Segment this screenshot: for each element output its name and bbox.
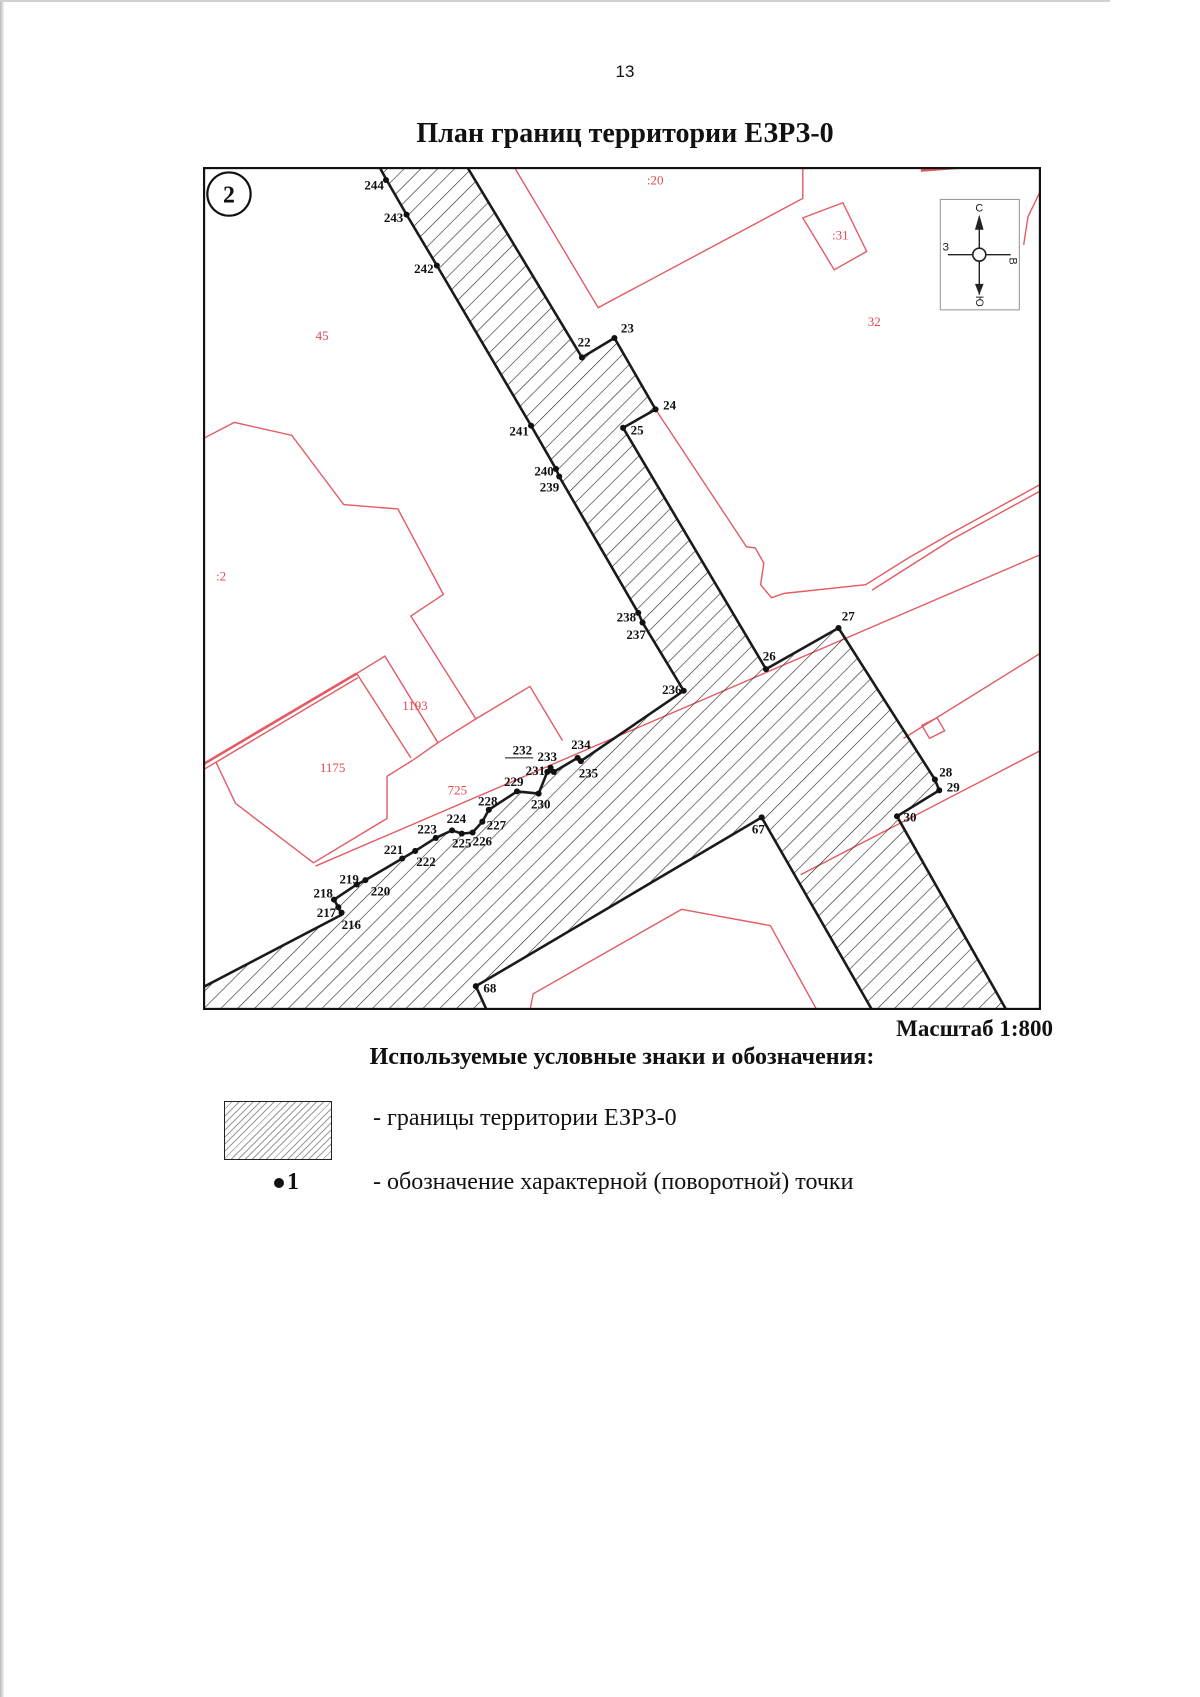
turning-point-label: 25 bbox=[630, 422, 644, 438]
turning-point-label: 24 bbox=[663, 397, 677, 413]
legend-item-boundary-text: - границы территории ЕЗРЗ-0 bbox=[373, 1105, 677, 1131]
parcel-label: :20 bbox=[646, 172, 664, 188]
turning-point bbox=[479, 819, 485, 825]
turning-point-label: 23 bbox=[620, 320, 634, 336]
turning-point-label: 234 bbox=[571, 737, 591, 753]
turning-point bbox=[579, 354, 585, 360]
turning-point-label: 238 bbox=[616, 609, 637, 625]
turning-point-label: 222 bbox=[416, 854, 436, 870]
turning-point bbox=[404, 212, 410, 218]
turning-point bbox=[383, 177, 389, 183]
turning-point bbox=[536, 791, 542, 797]
turning-point-label: 239 bbox=[539, 479, 560, 495]
turning-point-label: 217 bbox=[316, 904, 337, 920]
turning-point bbox=[620, 425, 626, 431]
turning-point-label: 22 bbox=[577, 334, 591, 350]
turning-point bbox=[936, 787, 942, 793]
turning-point-label: 220 bbox=[370, 883, 391, 899]
turning-point bbox=[894, 813, 900, 819]
parcel-label: 45 bbox=[315, 328, 329, 344]
turning-point-label: 235 bbox=[578, 765, 599, 781]
turning-point-label: 230 bbox=[531, 796, 551, 812]
turning-point-label: 237 bbox=[626, 626, 646, 642]
turning-point-label: 224 bbox=[446, 810, 467, 826]
boundary-plan-map bbox=[203, 167, 1041, 1010]
turning-point bbox=[611, 335, 617, 341]
page-number: 13 bbox=[615, 62, 635, 81]
turning-point-label: 226 bbox=[472, 833, 493, 849]
turning-point bbox=[362, 877, 368, 883]
compass-south-letter: Ю bbox=[973, 295, 986, 307]
turning-point bbox=[763, 666, 769, 672]
turning-point-label: 232 bbox=[512, 742, 533, 758]
turning-point bbox=[514, 788, 520, 794]
scan-edge bbox=[0, 0, 1110, 2]
turning-point-label: 219 bbox=[339, 871, 359, 887]
turning-point bbox=[553, 466, 559, 472]
turning-point bbox=[473, 983, 479, 989]
turning-point bbox=[339, 910, 345, 916]
turning-point-label: 216 bbox=[341, 916, 362, 932]
compass-center-icon bbox=[973, 248, 986, 261]
sheet-number-badge bbox=[207, 172, 250, 215]
north-compass bbox=[940, 199, 1019, 309]
turning-point bbox=[759, 814, 765, 820]
turning-point bbox=[578, 758, 584, 764]
turning-point-label: 218 bbox=[313, 885, 333, 901]
legend-point-number: 1 bbox=[287, 1169, 299, 1195]
turning-point bbox=[653, 406, 659, 412]
turning-point bbox=[556, 473, 562, 479]
turning-point bbox=[449, 827, 455, 833]
turning-point bbox=[635, 610, 641, 616]
turning-point bbox=[836, 625, 842, 631]
turning-point bbox=[412, 848, 418, 854]
turning-point-label: 68 bbox=[483, 980, 497, 996]
compass-east-letter: В bbox=[1006, 257, 1019, 265]
turning-point-label: 231 bbox=[525, 763, 546, 779]
sheet-number: 2 bbox=[223, 182, 235, 209]
turning-point-label: 26 bbox=[762, 648, 776, 664]
turning-point bbox=[551, 769, 557, 775]
parcel-label: :31 bbox=[832, 227, 849, 243]
scan-edge bbox=[0, 0, 4, 1697]
turning-point bbox=[528, 423, 534, 429]
turning-point-label: 229 bbox=[504, 773, 524, 789]
turning-point-label: 243 bbox=[383, 210, 404, 226]
turning-point bbox=[932, 776, 938, 782]
page-title: План границ территории ЕЗРЗ-0 bbox=[416, 118, 834, 149]
legend-item-point-text: - обозначение характерной (поворотной) точки bbox=[373, 1169, 854, 1195]
turning-point-label: 28 bbox=[939, 764, 953, 780]
turning-point-label: 225 bbox=[452, 835, 472, 851]
turning-point-label: 227 bbox=[486, 817, 507, 833]
compass-north-letter: С bbox=[975, 202, 984, 215]
turning-point-label: 221 bbox=[383, 842, 404, 858]
turning-point-label: 67 bbox=[751, 821, 765, 837]
turning-point-label: 223 bbox=[417, 821, 437, 837]
legend-heading: Используемые условные знаки и обозначения: bbox=[369, 1044, 875, 1070]
parcel-label: 1193 bbox=[402, 698, 428, 714]
turning-point-label: 228 bbox=[478, 793, 498, 809]
parcel-label: 32 bbox=[867, 314, 881, 330]
turning-point bbox=[640, 620, 646, 626]
turning-point bbox=[434, 262, 440, 268]
legend-hatch-swatch bbox=[224, 1101, 332, 1160]
legend-point-dot-icon bbox=[274, 1178, 284, 1188]
turning-point-label: 30 bbox=[903, 809, 917, 825]
map-scale: Масштаб 1:800 bbox=[896, 1016, 1053, 1041]
turning-point bbox=[335, 904, 341, 910]
turning-point-label: 241 bbox=[509, 423, 529, 439]
turning-point-label: 236 bbox=[662, 682, 682, 698]
turning-point-label: 240 bbox=[534, 463, 554, 479]
parcel-label: 725 bbox=[447, 782, 468, 798]
parcel-label: :2 bbox=[215, 568, 227, 584]
parcel-label: 1175 bbox=[319, 759, 346, 775]
compass-west-letter: З bbox=[942, 241, 949, 254]
turning-point-label: 27 bbox=[841, 608, 855, 624]
turning-point-label: 244 bbox=[364, 177, 384, 193]
turning-point-label: 233 bbox=[537, 749, 558, 765]
turning-point-label: 242 bbox=[414, 261, 434, 277]
turning-point-label: 29 bbox=[946, 779, 960, 795]
map-canvas bbox=[203, 167, 1041, 1010]
turning-point bbox=[681, 688, 687, 694]
